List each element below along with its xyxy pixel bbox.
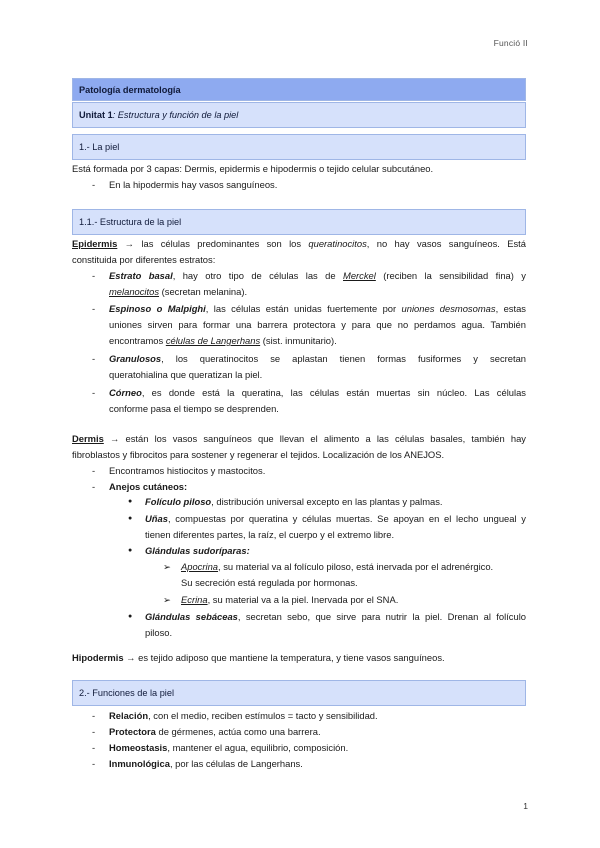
homeostasis-text: , mantener el agua, equilibrio, composición. (167, 742, 349, 753)
melanocitos-term: melanocitos (109, 286, 160, 297)
uniones-desmosomas-term: uniones desmosomas (401, 303, 496, 314)
estrato-basal-line-1 (109, 268, 526, 284)
sebaceas-line-2: piloso. (145, 627, 173, 638)
sebaceas-line-1 (145, 609, 526, 625)
ecrina-text: , su material va a la piel. Inervada por el SNA. (207, 594, 399, 605)
sudoriparas-term: Glándulas sudoríparas: (145, 545, 250, 556)
apocrina-line-2: Su secreción está regulada por hormonas. (181, 577, 358, 588)
relacion-text: , con el medio, reciben estímulos = tacto y sensibilidad. (148, 710, 378, 721)
dermis-text: → están los vasos sanguíneos que llevan el alimento a las células basales, también hay (103, 433, 526, 444)
granulosos-line-1 (109, 351, 526, 367)
corneo-text: , es donde está la queratina, las células están muertas sin núcleo. Las células (141, 387, 526, 398)
dermis-term: Dermis (72, 433, 104, 444)
section-1-heading: 1.- La piel (79, 142, 120, 152)
section-2-heading-band (72, 680, 526, 706)
espinoso-text-c: encontramos (109, 335, 166, 346)
inmunologica-text: , por las células de Langerhans. (169, 758, 303, 769)
epidermis-term: Epidermis (72, 238, 118, 249)
epidermis-text-a: → las células predominantes son los (117, 238, 309, 249)
funcion-item (109, 740, 348, 756)
espinoso-text-b: , estas (495, 303, 526, 314)
langerhans-term: células de Langerhans (165, 335, 261, 346)
merckel-term: Merckel (343, 270, 376, 281)
foliculo-text: , distribución universal excepto en las plantas y palmas. (211, 496, 443, 507)
queratinocitos-term: queratinocitos (308, 238, 367, 249)
estrato-basal-term: Estrato basal (109, 270, 173, 281)
sebaceas-term: Glándulas sebáceas (145, 611, 238, 622)
foliculo-term: Folículo piloso (145, 496, 212, 507)
dash-bullet: - (92, 481, 96, 492)
dot-bullet: ● (128, 547, 133, 554)
homeostasis-term: Homeostasis (109, 742, 168, 753)
espinoso-term: Espinoso o Malpighi (109, 303, 206, 314)
estrato-basal-text: , hay otro tipo de células las de (172, 270, 344, 281)
dermis-bullet-2: Anejos cutáneos: (109, 481, 188, 492)
corneo-line-1 (109, 385, 526, 401)
espinoso-line-1 (109, 301, 526, 317)
dot-bullet: ● (128, 515, 133, 522)
unas-term: Uñas (145, 513, 168, 524)
funcion-item (109, 708, 378, 724)
relacion-term: Relación (109, 710, 149, 721)
inmunologica-term: Inmunológica (109, 758, 170, 769)
epidermis-line-1 (72, 236, 526, 252)
dermis-bullet-1: Encontramos histiocitos y mastocitos. (109, 465, 266, 476)
corneo-term: Córneo (109, 387, 142, 398)
section-1-intro: Está formada por 3 capas: Dermis, epidermis e hipodermis o tejido celular subcutáneo. (72, 163, 434, 174)
ecrina-term: Ecrina (181, 594, 208, 605)
dash-bullet: - (92, 758, 96, 769)
dash-bullet: - (92, 353, 96, 364)
estrato-basal-text-c: (secretan melanina). (159, 286, 248, 297)
dash-bullet: - (92, 179, 96, 190)
page-number: 1 (523, 801, 528, 811)
arrow-bullet: ➢ (163, 594, 171, 605)
dermis-line-2: fibroblastos y fibrocitos para sostener y regenerar el tejidos. Localización de los ANEJOS. (72, 449, 445, 460)
unas-text: , compuestas por queratina y células muertas. Se apoyan en el lecho ungueal y (167, 513, 526, 524)
unit-band (72, 102, 526, 128)
running-header: Funció II (493, 38, 528, 48)
hipodermis-term: Hipodermis (72, 652, 124, 663)
section-1-heading-band (72, 134, 526, 160)
corneo-line-2: conforme pasa el tiempo se desprenden. (109, 403, 279, 414)
dot-bullet: ● (128, 613, 133, 620)
hipodermis-line (72, 650, 526, 666)
espinoso-text: , las células están unidas fuertemente por (205, 303, 402, 314)
dash-bullet: - (92, 726, 96, 737)
unas-line-1 (145, 511, 526, 527)
unas-line-2: tienen diferentes partes, la raíz, el cuerpo y el extremo libre. (145, 529, 395, 540)
granulosos-term: Granulosos (109, 353, 162, 364)
dash-bullet: - (92, 710, 96, 721)
protectora-term: Protectora (109, 726, 156, 737)
unit-label: Unitat 1 (79, 110, 113, 120)
dash-bullet: - (92, 387, 96, 398)
hipodermis-text: → es tejido adiposo que mantiene la temperatura, y tiene vasos sanguíneos. (123, 652, 445, 663)
section-1-bullet: En la hipodermis hay vasos sanguíneos. (109, 179, 278, 190)
sebaceas-text: , secretan sebo, que sirve para nutrir la piel. Drenan al folículo (237, 611, 527, 622)
epidermis-line-2: constituida por diferentes estratos: (72, 254, 216, 265)
dermis-line-1 (72, 431, 526, 447)
ecrina-line (181, 592, 398, 608)
document-title: Patología dermatología (79, 84, 181, 95)
granulosos-line-2: queratohialina que queratizan la piel. (109, 369, 263, 380)
apocrina-text: , su material va al folículo piloso, está inervada por el adrenérgico. (218, 561, 494, 572)
estrato-basal-line-2 (109, 284, 247, 300)
apocrina-line-1 (181, 559, 493, 575)
document-title-band (72, 78, 526, 101)
funcion-item (109, 756, 303, 772)
section-2-heading: 2.- Funciones de la piel (79, 688, 174, 698)
funcion-item (109, 724, 321, 740)
unit-title: : Estructura y función de la piel (112, 110, 239, 120)
granulosos-text: , los queratinocitos se aplastan tienen formas fusiformes y secretan (161, 353, 526, 364)
section-1-1-heading-band (72, 209, 526, 235)
espinoso-text-d: (sist. inmunitario). (260, 335, 337, 346)
dot-bullet: ● (128, 498, 133, 505)
apocrina-term: Apocrina (181, 561, 219, 572)
espinoso-line-2: uniones sirven para formar una barrera protectora y para que no perdamos agua. También (109, 319, 526, 330)
dash-bullet: - (92, 742, 96, 753)
epidermis-text-c: , no hay vasos sanguíneos. Está (366, 238, 526, 249)
foliculo-line (145, 494, 443, 510)
arrow-bullet: ➢ (163, 561, 171, 572)
dash-bullet: - (92, 465, 96, 476)
protectora-text: de gérmenes, actúa como una barrera. (155, 726, 321, 737)
section-1-1-heading: 1.1.- Estructura de la piel (79, 217, 182, 227)
dash-bullet: - (92, 303, 96, 314)
espinoso-line-3 (109, 333, 337, 349)
dash-bullet: - (92, 270, 96, 281)
estrato-basal-text-b: (reciben la sensibilidad fina) y (375, 270, 526, 281)
